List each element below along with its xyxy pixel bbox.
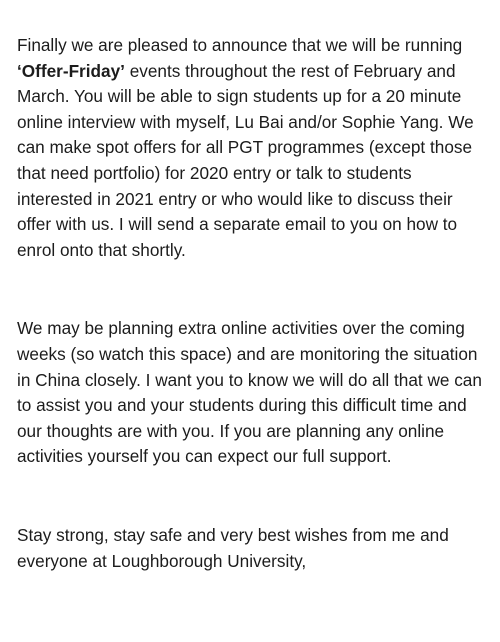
- closing-paragraph: Stay strong, stay safe and very best wishes from me and everyone at Loughborough University,: [17, 524, 449, 571]
- online-activities-paragraph: We may be planning extra online activities over the coming weeks (so watch this space) and are monitoring the situation in China closely. I want you to know we will do all that we can to assist you and your students during this difficult time and our thoughts are with you. If you are planning any online activities yourself you can expect our full support.: [17, 318, 482, 467]
- email-body: [17, 33, 487, 574]
- paragraph-text: events throughout the rest of February and March. You will be able to sign students up for a 20 minute online interview with myself, Lu Bai and/or Sophie Yang. We can make spot offers for all PGT programmes (except those that need portfolio) for 2020 entry or talk to students interested in 2021 entry or who would like to discuss their offer with us. I will send a separate email to you on how to enrol onto that shortly.: [17, 60, 474, 260]
- offer-friday-paragraph: [17, 33, 487, 263]
- offer-friday-highlight: ‘Offer-Friday’: [17, 60, 125, 81]
- paragraph-text: Finally we are pleased to announce that we will be running: [17, 35, 463, 55]
